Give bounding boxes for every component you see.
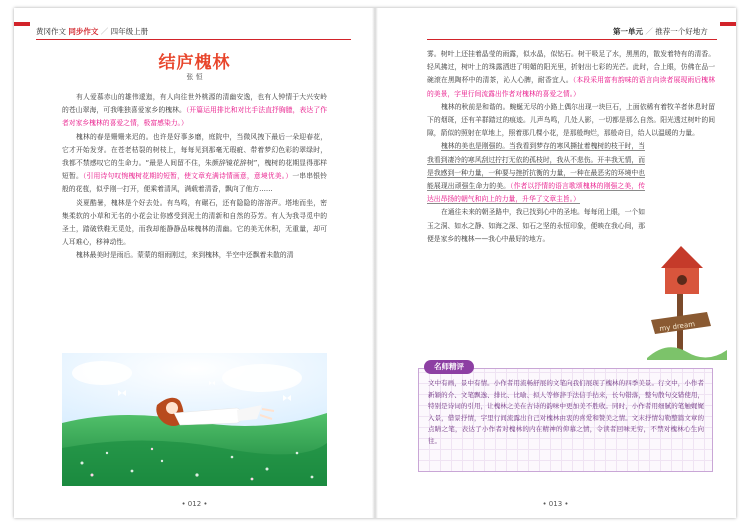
header-rule xyxy=(427,39,717,40)
annotation-note: （本段采用富有韵味的语言向读者展现雨后槐林的美景，字里行间流露出作者对槐林的喜爱之情。） xyxy=(427,76,716,98)
paragraph: 槐林的美也是刚强的。当我看到梦存的寒风撕扯着槐树的枝干时，当我看到凄冷的寒风刮过拧打无依的孤枝时，我从不悲伤。开丰我无情，而是我感到一种力量，一种要与挫折抗衡的力量，一种在最恶劣的环境中也能展现出顽强生命力的美。（作者以抒情的语言歌颂槐林的刚强之美，传达出昂扬的朝气和向上的力量，升华了文章主旨。） xyxy=(427,142,645,204)
right-body-text xyxy=(427,48,715,246)
unit-label: 第一单元 xyxy=(613,27,643,36)
teacher-comment-tab: 名师精评 xyxy=(424,360,474,374)
birdhouse-sign-illustration xyxy=(647,240,727,360)
paragraph: 槐林的秋前是和谐的。蜿蜒无尽的小路上偶尔出现一块巨石，上面依稀有着牧羊者休息时留下的烟斑，还有羊群踏过的痕迹。儿声鸟鸣，几处人影，一切都是那么自然。阳光透过树叶的间隙，箭似的照射在草地上，照着那几棵小花，是那般绚烂，那般奇目，给人以温暖的力量。 xyxy=(427,102,715,138)
theme-label: 推荐一个好地方 xyxy=(655,27,708,36)
header-accent-bar xyxy=(14,22,30,26)
left-page xyxy=(14,8,375,518)
left-body-text xyxy=(62,91,327,263)
paragraph: 槐林的春是姗姗来迟的。也许是好事多磨，庭院中，当微风拽下最后一朵迎春花，它才开始发芽。在苍老枯裂的树枝上，每每见到那毫无瑕疵、带着梦幻色彩的翠绿时，我都不禁感叹它的生命力。“最是人间留不住，朱颜辞镜花辞树”，槐树的花期显得那样短暂。（引用诗句叹惋槐树花期的短暂，使文章充满诗情画意，意境优美。）一串串银铃般的花苞，似乎刚一打开，便乘着清风，满载着清香，飘向了他方…… xyxy=(62,132,328,194)
annotation-note: （作者以抒情的语言歌颂槐林的刚强之美，传达出昂扬的朝气和向上的力量，升华了文章主旨。） xyxy=(427,182,645,204)
teacher-comment-text: 文中有画，景中有情。小作者用流畅舒展的文笔向我们展现了槐林的四季美景。行文中，小作者新颖的介、文笔飘逸、排比、比喻、拟人等修辞手法信手拈来，长句错落，整句散句交错使用，特别是诗词的引用，让槐林之美在古诗的韵味中更加美不胜收。同时，小作者用细腻的笔触娓娓入景，借景抒情，字里行间流露出自己对槐林由衷的喜爱和赞美之情。文末抒情勾勒整篇文章的点睛之笔，表达了小作者对槐林的内在精神的仰慕之情，令读者回味无穷，不禁对槐林心生向往。 xyxy=(428,379,704,445)
paragraph: 炎夏酷暑，槐林是个好去处。有鸟鸣，有碾石，还有隐隐的溶溶声。塔地而坐，密集柔软的小草和无名的小花会让你感受到泥土的清新和自然的芬芳。有人为我寻觅中的圣土，踏破铁鞋无觅处，而我却能静静品味槐林的清幽。它的美无休积，无重量，却可人耳难心，移神动性。 xyxy=(62,198,327,247)
brand-label: 黄冈作文 xyxy=(36,27,66,36)
left-running-header: 黄冈作文 同步作文 ／ 四年级上册 xyxy=(36,27,149,36)
paragraph: 有人爱慕赤山的雄伟逶迤，有人向往世外桃源的清幽安逸，也有人钟情于大兴安岭的苍山翠海，可我唯独喜爱家乡的槐林。（开篇运用排比和对比手法直抒胸臆，表达了作者对家乡槐林的喜爱之情，极富感染力。） xyxy=(62,93,327,128)
series-label: 同步作文 xyxy=(68,27,99,36)
right-running-header: 第一单元 ／ 推荐一个好地方 xyxy=(613,27,708,36)
sign-text: my dream xyxy=(658,320,696,334)
paragraph: 雾。树叶上还挂着晶莹的雨露，似水晶，似钻石。树干吸足了水，黑黑的，散发着特有的清香。轻风拂过，树叶上的珠露洒进了明媚的阳光里，折射出七彩的光芒。此时，合上眼，仿佛在品一碗滚在黑陶杯中的清茶，沁人心脾，耐香宜人。（本段采用富有韵味的语言向读者展现雨后槐林的美景，字里行间流露出作者对槐林的喜爱之情。） xyxy=(427,50,716,98)
article-author: 张 恒 xyxy=(186,73,203,81)
page-number-right: • 013 • xyxy=(542,500,569,508)
header-rule xyxy=(36,39,351,40)
grade-label: 四年级上册 xyxy=(110,27,149,36)
annotation-note: （引用诗句叹惋槐树花期的短暂，使文章充满诗情画意，意境优美。） xyxy=(82,172,293,181)
meadow-girl-illustration xyxy=(62,353,327,486)
annotation-note: （开篇运用排比和对比手法直抒胸臆，表达了作者对家乡槐林的喜爱之情，极富感染力。） xyxy=(62,106,327,128)
header-accent-bar xyxy=(720,22,736,26)
page-number-left: • 012 • xyxy=(181,500,208,508)
illustration-art xyxy=(62,353,327,486)
article-title: 结庐槐林 xyxy=(158,53,231,73)
paragraph: 槐林最美时是雨后。蒙蒙的细雨刚过，来到槐林，半空中还飘着未散的清 xyxy=(76,251,294,260)
paragraph: 在通往未来的朝圣路中，我已找到心中的圣地。每每闭上眼，一个如玉之洞、如水之静、如海之深、如石之坚的永恒印象，便映在我心间，那便是家乡的槐林——我心中最好的地方。 xyxy=(427,208,645,243)
